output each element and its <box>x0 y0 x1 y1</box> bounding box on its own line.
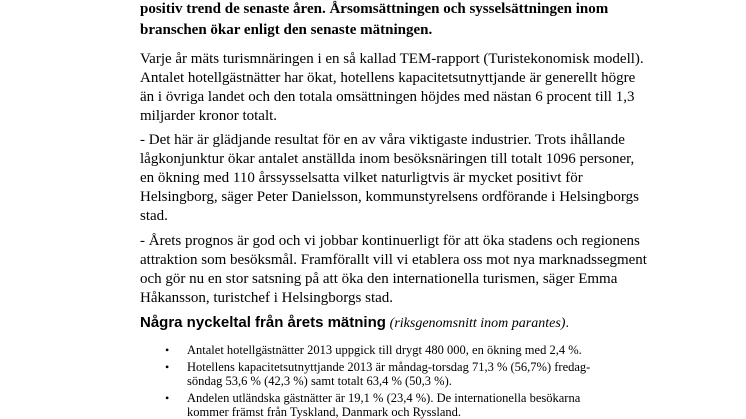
bullet-icon: • <box>165 359 170 374</box>
paragraph-tem-report <box>140 50 644 126</box>
list-item <box>140 391 620 419</box>
list-item <box>140 360 620 389</box>
paragraph-line: Antalet hotellgästnätter har ökat, hotellens kapacitetsutnyttjande är generellt högre <box>140 70 636 86</box>
paragraph-line: stad. <box>140 208 168 224</box>
list-item-line: Hotellens kapacitetsutnyttjande 2013 är måndag-torsdag 71,3 % (56,7%) fredag- <box>187 359 591 374</box>
section-heading-title: Några nyckeltal från årets mätning <box>140 314 386 331</box>
lead-line: branschen ökar enligt den senaste mätningen. <box>140 22 433 38</box>
paragraph-line: och gör nu en stor satsning på att öka den internationella turismen, säger Emma <box>140 271 618 287</box>
paragraph-line: än i övriga landet och den totala omsättningen höjdes med nästan 6 procent till 1,3 <box>140 89 635 105</box>
paragraph-quote-hakansson <box>140 232 647 308</box>
lead-paragraph <box>140 0 620 41</box>
list-item-line: Antalet hotellgästnätter 2013 uppgick till drygt 480 000, en ökning med 2,4 %. <box>187 343 582 357</box>
list-item-line: kommer främst från Tyskland, Danmark och Ryssland. <box>187 405 462 419</box>
paragraph-quote-danielsson <box>140 131 639 226</box>
section-heading-period: . <box>565 316 569 331</box>
section-heading-note: (riksgenomsnitt inom parantes) <box>389 316 566 331</box>
list-item-line: söndag 53,6 % (42,3 %) samt totalt 63,4 % (50,3 %). <box>187 374 452 388</box>
list-item <box>140 343 620 358</box>
key-figures-list <box>140 343 620 419</box>
bullet-icon: • <box>165 343 170 357</box>
paragraph-line: Håkansson, turistchef i Helsingborgs stad. <box>140 290 394 306</box>
paragraph-line: - Det här är glädjande resultat för en av våra viktigaste industrier. Trots ihållande <box>140 132 625 148</box>
bullet-icon: • <box>165 390 170 405</box>
paragraph-line: en ökning med 110 årssysselsatta vilket naturligtvis är mycket positivt för <box>140 170 583 186</box>
paragraph-line: Helsingborg, säger Peter Danielsson, kommunstyrelsens ordförande i Helsingborgs <box>140 189 639 205</box>
list-item-line: Andelen utländska gästnätter är 19,1 % (23,4 %). De internationella besökarna <box>187 390 581 405</box>
paragraph-line: Varje år mäts turismnäringen i en så kallad TEM-rapport (Turistekonomisk modell). <box>140 51 644 67</box>
paragraph-line: - Årets prognos är god och vi jobbar kontinuerligt för att öka stadens och regionens <box>140 233 640 249</box>
lead-line: positiv trend de senaste åren. Årsomsättningen och sysselsättningen inom <box>140 1 609 17</box>
section-heading <box>140 313 569 334</box>
paragraph-line: attraktion som besöksmål. Framförallt vill vi etablera oss mot nya marknadssegment <box>140 252 647 268</box>
paragraph-line: lågkonjunktur ökar antalet anställda inom besöksnäringen till totalt 1096 personer, <box>140 151 635 167</box>
paragraph-line: miljarder kronor totalt. <box>140 108 278 124</box>
